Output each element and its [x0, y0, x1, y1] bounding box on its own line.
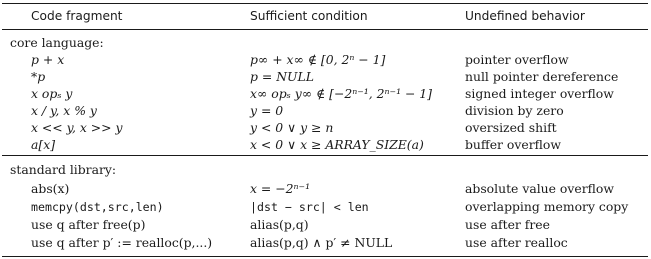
- condition-cell: alias(p,q): [250, 217, 309, 232]
- top-rule: [2, 3, 648, 4]
- table-row: [0, 103, 651, 119]
- code-cell: p + x: [31, 52, 65, 67]
- table-row: [0, 69, 651, 85]
- table-row: [0, 120, 651, 136]
- table-row: [0, 52, 651, 68]
- header-sufficient-condition: Sufficient condition: [250, 9, 368, 23]
- behavior-cell: null pointer dereference: [465, 69, 619, 84]
- header-code-fragment: Code fragment: [31, 9, 123, 23]
- section-rule: [2, 155, 648, 156]
- condition-cell: p∞ + x∞ ∉ [0, 2ⁿ − 1]: [250, 52, 386, 67]
- behavior-cell: use after realloc: [465, 235, 568, 250]
- code-cell: abs(x): [31, 181, 70, 196]
- condition-cell: y = 0: [250, 103, 284, 118]
- condition-cell: y < 0 ∨ y ≥ n: [250, 120, 334, 135]
- section-label: core language:: [10, 35, 104, 50]
- condition-cell: x = −2ⁿ⁻¹: [250, 181, 311, 196]
- section-label: standard library:: [10, 162, 117, 177]
- table-row: [0, 235, 651, 251]
- behavior-cell: overlapping memory copy: [465, 199, 629, 214]
- code-cell: use q after p′ := realloc(p,...): [31, 235, 213, 250]
- behavior-cell: oversized shift: [465, 120, 557, 135]
- behavior-cell: absolute value overflow: [465, 181, 614, 196]
- section-title-core: [0, 35, 651, 51]
- code-cell: x << y, x >> y: [31, 120, 123, 135]
- code-cell: x / y, x % y: [31, 103, 97, 118]
- condition-cell: |dst − src| < len: [250, 200, 369, 214]
- behavior-cell: buffer overflow: [465, 137, 561, 152]
- code-cell: memcpy(dst,src,len): [31, 200, 164, 214]
- table-row: [0, 199, 651, 215]
- condition-cell: alias(p,q) ∧ p′ ≠ NULL: [250, 235, 393, 250]
- behavior-cell: signed integer overflow: [465, 86, 614, 101]
- section-title-stdlib: [0, 162, 651, 178]
- condition-cell: x∞ opₛ y∞ ∉ [−2ⁿ⁻¹, 2ⁿ⁻¹ − 1]: [250, 86, 433, 101]
- code-cell: use q after free(p): [31, 217, 146, 232]
- header-row: [0, 8, 651, 24]
- code-cell: *p: [31, 69, 46, 84]
- behavior-cell: use after free: [465, 217, 550, 232]
- condition-cell: p = NULL: [250, 69, 314, 84]
- bottom-rule: [2, 256, 648, 257]
- table-row: [0, 181, 651, 197]
- condition-cell: x < 0 ∨ x ≥ ARRAY_SIZE(a): [250, 137, 424, 152]
- table-row: [0, 86, 651, 102]
- header-rule: [2, 29, 648, 30]
- code-cell: x opₛ y: [31, 86, 73, 101]
- behavior-cell: pointer overflow: [465, 52, 569, 67]
- behavior-cell: division by zero: [465, 103, 564, 118]
- table-row: [0, 137, 651, 153]
- table-row: [0, 217, 651, 233]
- code-cell: a[x]: [31, 137, 56, 152]
- header-undefined-behavior: Undefined behavior: [465, 9, 585, 23]
